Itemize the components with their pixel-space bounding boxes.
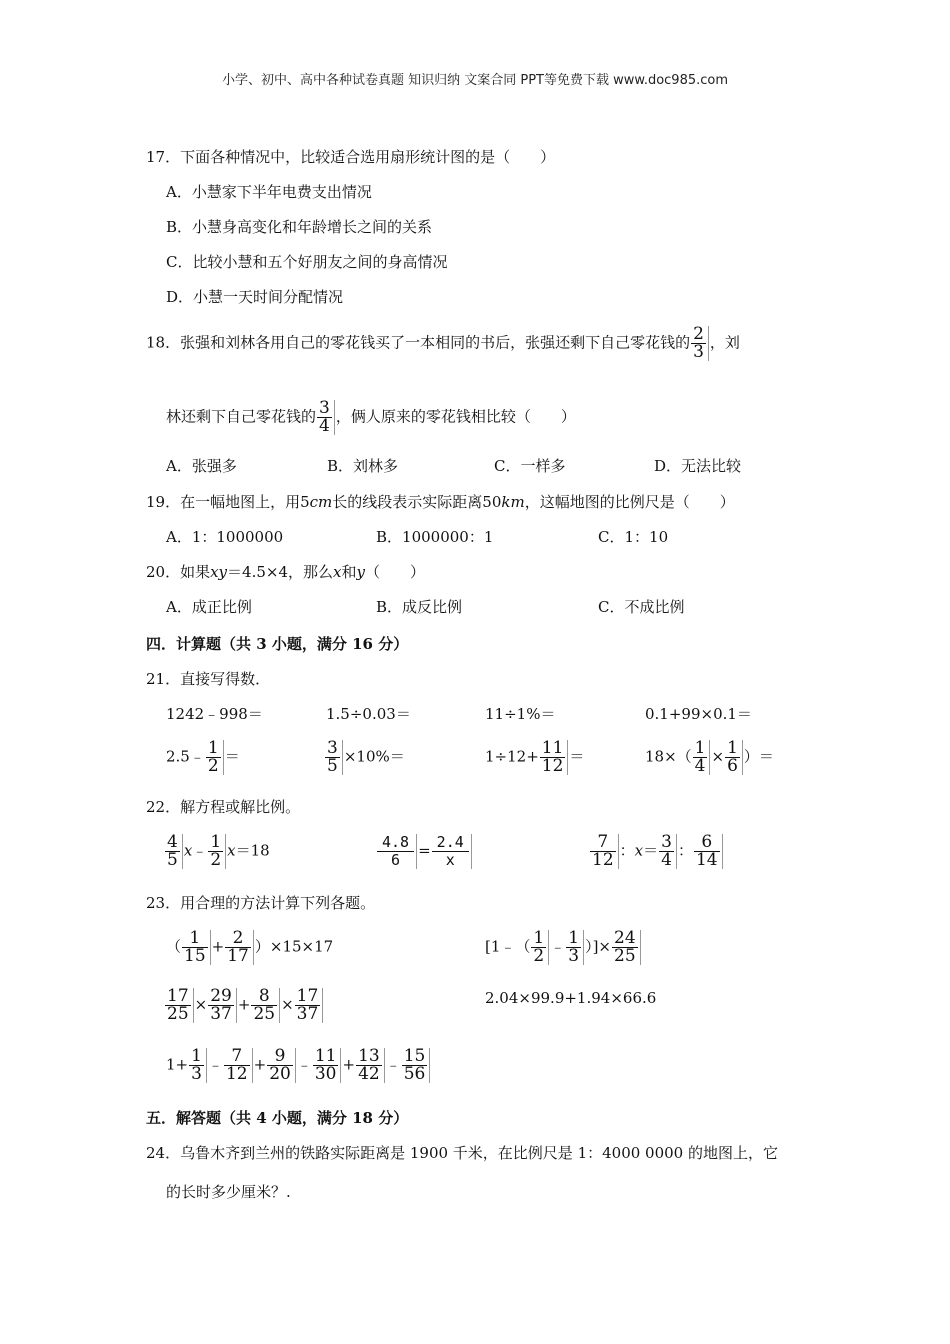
q20-option-b: B．成反比例: [376, 598, 463, 616]
q21-expr-1: 1242﹣998＝: [166, 705, 263, 723]
fraction: $\frac{6}{14}$: [694, 834, 723, 869]
q20-option-a: A．成正比例: [166, 598, 252, 616]
q18-stem-end1: ，刘: [709, 333, 740, 352]
q18-stem-line2: [166, 400, 576, 435]
section-4-title: 四．计算题（共 3 小题，满分 16 分）: [146, 635, 409, 653]
fraction: $\frac{4}{5}$: [165, 834, 183, 869]
fraction: $\frac{1}{2}$: [531, 930, 549, 965]
q19-option-c: C．1：10: [598, 528, 669, 546]
fraction: $\frac{3}{4}$: [317, 400, 335, 435]
q23-expr-1: （ $\frac{1}{15}$ + $\frac{2}{17}$ ）×15×17: [166, 928, 334, 966]
q22-stem: 22．解方程或解比例。: [146, 798, 301, 816]
q23-expr-5: 1+ $\frac{1}{3}$ ﹣ $\frac{7}{12}$ + $\frac{9}{20}$ ﹣ $\frac{11}{30}$ + $\frac{13}{42}$ ﹣ $\frac{15}{56}$: [166, 1048, 431, 1083]
q21-expr-5: 2.5﹣ $\frac{1}{2}$ ＝: [166, 738, 240, 776]
fraction: $\frac{1}{3}$: [566, 930, 584, 965]
q20-option-c: C．不成比例: [598, 598, 685, 616]
q21-expr-6: $\frac{3}{5}$ ×10%＝: [327, 738, 405, 776]
fraction: $\frac{1}{2}$: [206, 740, 224, 775]
q21-expr-7: 1÷12+ $\frac{11}{12}$ ＝: [485, 738, 585, 776]
q22-equation-2: $\frac{4.8}{6}$ = $\frac{2.4}{x}$: [376, 834, 473, 869]
q20-stem: 20．如果xy＝4.5×4，那么x和y（ ）: [146, 563, 425, 581]
q21-expr-8: 18×（ $\frac{1}{4}$ × $\frac{1}{6}$ ）＝: [645, 738, 774, 776]
q18-stem-text1: 18．张强和刘林各用自己的零花钱买了一本相同的书后，张强还剩下自己零花钱的: [146, 333, 691, 352]
page-header: 小学、初中、高中各种试卷真题 知识归纳 文案合同 PPT等免费下载 www.doc985.com: [221, 73, 729, 88]
q21-stem: 21．直接写得数．: [146, 670, 271, 688]
fraction: $\frac{2}{17}$: [225, 930, 254, 965]
fraction: $\frac{1}{6}$: [725, 740, 743, 775]
fraction: $\frac{1}{3}$: [189, 1048, 207, 1083]
fraction: $\frac{2}{3}$: [691, 326, 709, 361]
q18-option-a: A．张强多: [166, 457, 237, 475]
fraction: $\frac{15}{56}$: [402, 1048, 431, 1083]
q18-option-c: C．一样多: [494, 457, 566, 475]
fraction: $\frac{1}{4}$: [693, 740, 711, 775]
q18-option-b: B．刘林多: [327, 457, 399, 475]
q18-stem-text2: 林还剩下自己零花钱的: [166, 407, 317, 426]
q17-stem: 17．下面各种情况中，比较适合选用扇形统计图的是（ ）: [146, 148, 556, 166]
fraction: $\frac{7}{12}$: [590, 834, 619, 869]
fraction: $\frac{29}{37}$: [208, 988, 237, 1023]
q24-line-1: 24．乌鲁木齐到兰州的铁路实际距离是 1900 千米，在比例尺是 1：4000 0000 的地图上，它: [146, 1144, 778, 1162]
q17-option-c: C．比较小慧和五个好朋友之间的身高情况: [166, 253, 448, 271]
q22-equation-3: $\frac{7}{12}$ ：x＝ $\frac{3}{4}$ ： $\frac{6}{14}$: [589, 834, 724, 869]
q17-option-a: A．小慧家下半年电费支出情况: [166, 183, 372, 201]
q18-stem-end2: ，俩人原来的零花钱相比较（ ）: [335, 407, 576, 426]
fraction: $\frac{2.4}{x}$: [432, 834, 472, 869]
q21-expr-2: 1.5÷0.03＝: [326, 705, 411, 723]
q17-option-d: D．小慧一天时间分配情况: [166, 288, 344, 306]
fraction: $\frac{11}{30}$: [313, 1048, 342, 1083]
q23-stem: 23．用合理的方法计算下列各题。: [146, 894, 376, 912]
fraction: $\frac{1}{15}$: [182, 930, 211, 965]
q21-expr-4: 0.1+99×0.1＝: [645, 705, 752, 723]
q22-equation-1: $\frac{4}{5}$ x﹣ $\frac{1}{2}$ x＝18: [167, 832, 270, 870]
q23-expr-3: $\frac{17}{25}$ × $\frac{29}{37}$ + $\frac{8}{25}$ × $\frac{17}{37}$: [164, 988, 324, 1023]
fraction: $\frac{3}{4}$: [659, 834, 677, 869]
fraction: $\frac{17}{37}$: [295, 988, 324, 1023]
q17-option-b: B．小慧身高变化和年龄增长之间的关系: [166, 218, 433, 236]
q19-stem: 19．在一幅地图上，用5cm长的线段表示实际距离50km，这幅地图的比例尺是（ ）: [146, 493, 735, 511]
q19-option-b: B．1000000：1: [376, 528, 494, 546]
q18-stem-line1: [146, 326, 740, 361]
fraction: $\frac{24}{25}$: [612, 930, 641, 965]
q24-line-2: 的长时多少厘米？.: [166, 1183, 291, 1201]
fraction: $\frac{8}{25}$: [251, 988, 280, 1023]
fraction: $\frac{4.8}{6}$: [377, 834, 417, 869]
q23-expr-4: 2.04×99.9+1.94×66.6: [485, 989, 657, 1007]
fraction: $\frac{9}{20}$: [267, 1048, 296, 1083]
q21-expr-3: 11÷1%＝: [485, 705, 556, 723]
fraction: $\frac{7}{12}$: [224, 1048, 253, 1083]
q18-option-d: D．无法比较: [654, 457, 742, 475]
fraction: $\frac{1}{2}$: [208, 834, 226, 869]
fraction: $\frac{3}{5}$: [325, 740, 343, 775]
fraction: $\frac{13}{42}$: [356, 1048, 385, 1083]
q23-expr-2: [1﹣（ $\frac{1}{2}$ ﹣ $\frac{1}{3}$ ）]× $\frac{24}{25}$: [485, 930, 642, 965]
section-5-title: 五．解答题（共 4 小题，满分 18 分）: [146, 1109, 409, 1127]
fraction: $\frac{17}{25}$: [165, 988, 194, 1023]
fraction: $\frac{11}{12}$: [540, 740, 569, 775]
q19-option-a: A．1：1000000: [166, 528, 284, 546]
